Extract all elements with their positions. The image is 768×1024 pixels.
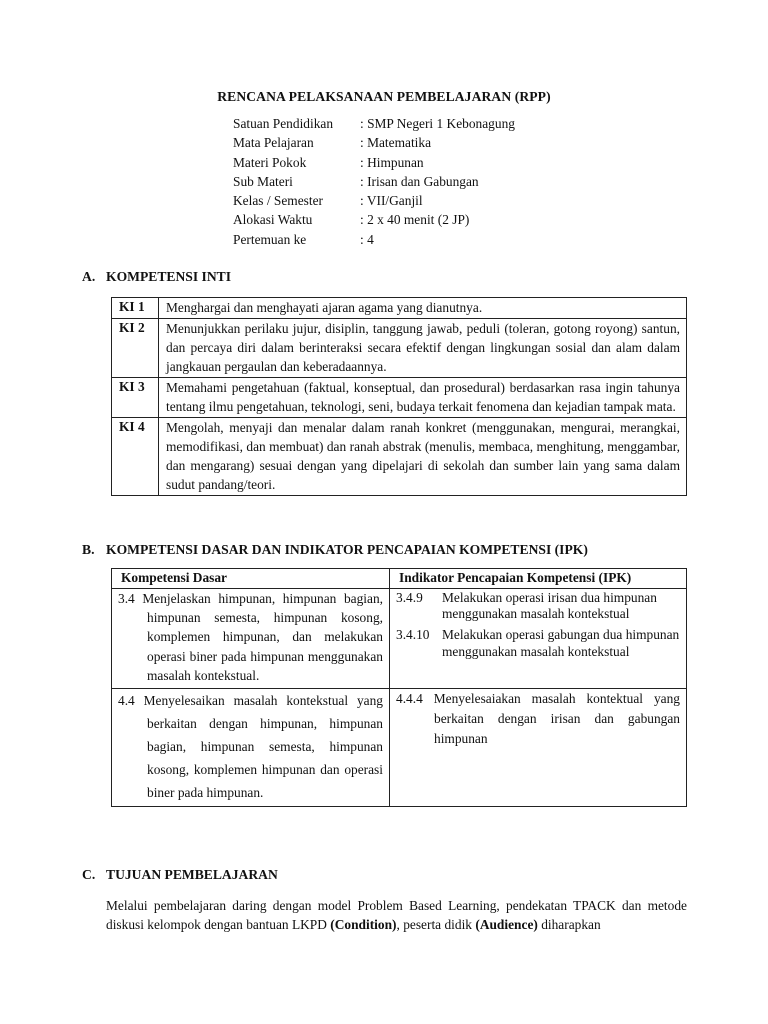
identity-row <box>233 115 515 134</box>
identity-row <box>233 134 515 153</box>
identity-label: Kelas / Semester <box>233 193 323 209</box>
section-b-letter: B. <box>82 542 95 557</box>
ki-code: KI 3 <box>112 378 159 418</box>
section-a-heading <box>82 268 231 287</box>
kd-cell <box>112 588 390 688</box>
identity-row <box>233 154 515 173</box>
paragraph-text: , peserta didik <box>396 917 476 933</box>
ipk-text: Melakukan operasi gabungan dua himpunan menggunakan masalah kontekstual <box>442 627 680 659</box>
ipk-text: 4.4.4 Menyelesaiakan masalah kontektual yang berkaitan dengan irisan dan gabungan himpunan <box>396 690 680 746</box>
identity-row <box>233 231 515 250</box>
ki-row <box>112 319 687 378</box>
ipk-column-header: Indikator Pencapaian Kompetensi (IPK) <box>390 569 687 589</box>
section-b-title: KOMPETENSI DASAR DAN INDIKATOR PENCAPAIAN KOMPETENSI (IPK) <box>106 542 588 557</box>
tujuan-paragraph <box>106 896 687 935</box>
identity-value: : Irisan dan Gabungan <box>360 173 479 189</box>
section-b-heading <box>82 541 588 560</box>
ki-row <box>112 378 687 418</box>
identity-label: Materi Pokok <box>233 154 307 170</box>
section-a-letter: A. <box>82 269 96 284</box>
kompetensi-inti-table <box>111 297 687 496</box>
paragraph-text: Melalui pembelajaran daring dengan model Problem Based Learning, pendekatan TPACK dan metode diskusi kelompok dengan bantuan LKPD <box>106 898 687 933</box>
ki-text: Mengolah, menyaji dan menalar dalam ranah konkret (menggunakan, mengurai, merangkai, memodifikasi, dan membuat) dan ranah abstrak (menulis, membaca, menghitung, menggambar, dan mengarang) sesuai dengan yang dipelajari di sekolah dan sumber lain yang sama dalam sudut pandang/teori. <box>159 418 687 496</box>
ki-code: KI 4 <box>112 418 159 496</box>
audience-term: (Audience) <box>475 917 538 933</box>
ki-row <box>112 418 687 496</box>
kd-ipk-row <box>112 588 687 688</box>
ipk-item <box>396 626 680 661</box>
identity-label: Pertemuan ke <box>233 231 307 247</box>
ki-text: Menghargai dan menghayati ajaran agama yang dianutnya. <box>159 298 687 319</box>
identity-value: : Matematika <box>360 135 432 151</box>
kd-text: 3.4 Menjelaskan himpunan, himpunan bagian, himpunan semesta, himpunan kosong, komplemen himpunan, dan melakukan operasi biner pada himpunan menggunakan masalah kontekstual. <box>118 590 383 684</box>
identity-value: : 2 x 40 menit (2 JP) <box>360 212 470 228</box>
ipk-cell <box>390 688 687 806</box>
ipk-cell <box>390 588 687 688</box>
ipk-item <box>396 589 680 624</box>
identity-row <box>233 211 515 230</box>
condition-term: (Condition) <box>330 917 397 933</box>
ipk-number: 3.4.10 <box>396 627 430 643</box>
identity-label: Satuan Pendidikan <box>233 116 334 131</box>
identity-row <box>233 173 515 192</box>
ki-text: Memahami pengetahuan (faktual, konseptual, dan prosedural) berdasarkan rasa ingin tahunya tentang ilmu pengetahuan, teknologi, seni, budaya terkait fenomena dan kejadian tampak mata. <box>159 378 687 418</box>
kd-ipk-table <box>111 568 687 807</box>
section-c-letter: C. <box>82 867 96 882</box>
ki-row <box>112 298 687 319</box>
ipk-text: Melakukan operasi irisan dua himpunan menggunakan masalah kontekstual <box>442 589 657 622</box>
identity-value: : Himpunan <box>360 154 424 170</box>
ki-code: KI 2 <box>112 319 159 378</box>
document-title: RENCANA PELAKSANAAN PEMBELAJARAN (RPP) <box>217 89 551 104</box>
kd-cell <box>112 688 390 806</box>
kd-column-header: Kompetensi Dasar <box>112 569 390 589</box>
identity-label: Alokasi Waktu <box>233 212 313 228</box>
ipk-number: 3.4.9 <box>396 589 423 605</box>
identity-label: Sub Materi <box>233 173 293 189</box>
identity-table <box>233 115 515 250</box>
section-c-title: TUJUAN PEMBELAJARAN <box>106 867 278 882</box>
identity-value: : SMP Negeri 1 Kebonagung <box>360 116 515 131</box>
section-a-title: KOMPETENSI INTI <box>106 269 232 284</box>
kd-text: 4.4 Menyelesaikan masalah kontekstual yang berkaitan dengan himpunan, himpunan bagian, himpunan semesta, himpunan kosong, komplemen himpunan dan operasi biner pada himpunan. <box>118 692 383 800</box>
section-c-heading <box>82 866 278 885</box>
ki-code: KI 1 <box>112 298 159 319</box>
identity-value: : 4 <box>360 231 374 247</box>
identity-label: Mata Pelajaran <box>233 135 314 151</box>
kd-ipk-header-row <box>112 569 687 589</box>
kd-ipk-row <box>112 688 687 806</box>
ki-text: Menunjukkan perilaku jujur, disiplin, tanggung jawab, peduli (toleran, gotong royong) santun, dan percaya diri dalam berinteraksi secara efektif dengan lingkungan sosial dan alam dalam jangkauan pergaulan dan keberadaannya. <box>159 319 687 378</box>
paragraph-text: diharapkan <box>537 917 601 933</box>
identity-row <box>233 192 515 211</box>
identity-value: : VII/Ganjil <box>360 193 423 209</box>
